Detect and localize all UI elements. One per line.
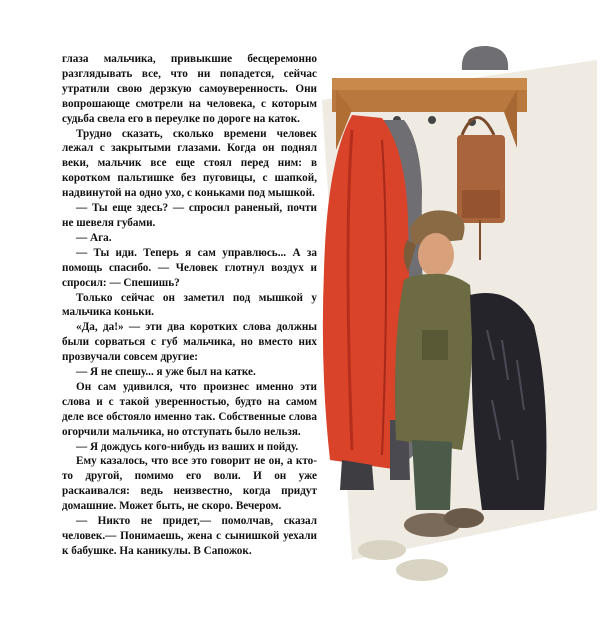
paragraph-5: — Ты иди. Теперь я сам управлюсь... А за помощь спасибо. — Человек глотнул воздух и спросил: — Спешишь? <box>62 246 317 289</box>
paragraph-9: Он сам удивился, что произнес именно эти слова и с такой уверенностью, будто на самом деле все обстояло именно так. Собственные слова огорчили мальчика, но отступать было нельзя. <box>62 380 317 438</box>
paragraph-3: — Ты еще здесь? — спросил раненый, почти не шевеля губами. <box>62 202 317 229</box>
story-text-column <box>62 52 317 559</box>
hat-on-shelf <box>462 46 508 70</box>
paragraph-8: — Я не спешу... я уже был на катке. <box>76 366 256 379</box>
paragraph-10: — Я дождусь кого-нибудь из ваших и пойду. <box>76 440 299 453</box>
paragraph-7: «Да, да!» — эти два коротких слова должны были сорваться с губ мальчика, но вместо них прозвучали совсем другие: <box>62 321 317 364</box>
paragraph-11: Ему казалось, что все это говорит не он, а кто-то другой, помимо его воли. И он уже раскаивался: ведь неизвестно, когда придут домашние. Может быть, не скоро. Вечером. <box>62 455 317 513</box>
paragraph-12: — Никто не придет,— помолчав, сказал человек.— Понимаешь, жена с сынишкой уехали к бабушке. На каникулы. В Сапожок. <box>62 515 317 557</box>
slippers <box>358 540 448 581</box>
paragraph-1: глаза мальчика, привыкшие бесцеремонно разглядывать все, что ни попадется, сейчас утратили свою дерзкую самоуверенность. Они вопрошающе смотрели на человека, с которым судьба свела его в переулке по дороге на каток. <box>62 53 317 125</box>
paragraph-6: Только сейчас он заметил под мышкой у мальчика коньки. <box>62 291 317 319</box>
paragraph-4: — Ага. <box>76 231 112 244</box>
paragraph-2: Трудно сказать, сколько времени человек лежал с закрытыми глазами. Когда он поднял веки, мальчик все еще стоял перед ним: в коротком пальтишке без пуговицы, с шапкой, надвинутой на одно ухо, с коньками под мышкой. <box>62 127 317 200</box>
boy-in-hallway-illustration <box>312 40 600 620</box>
